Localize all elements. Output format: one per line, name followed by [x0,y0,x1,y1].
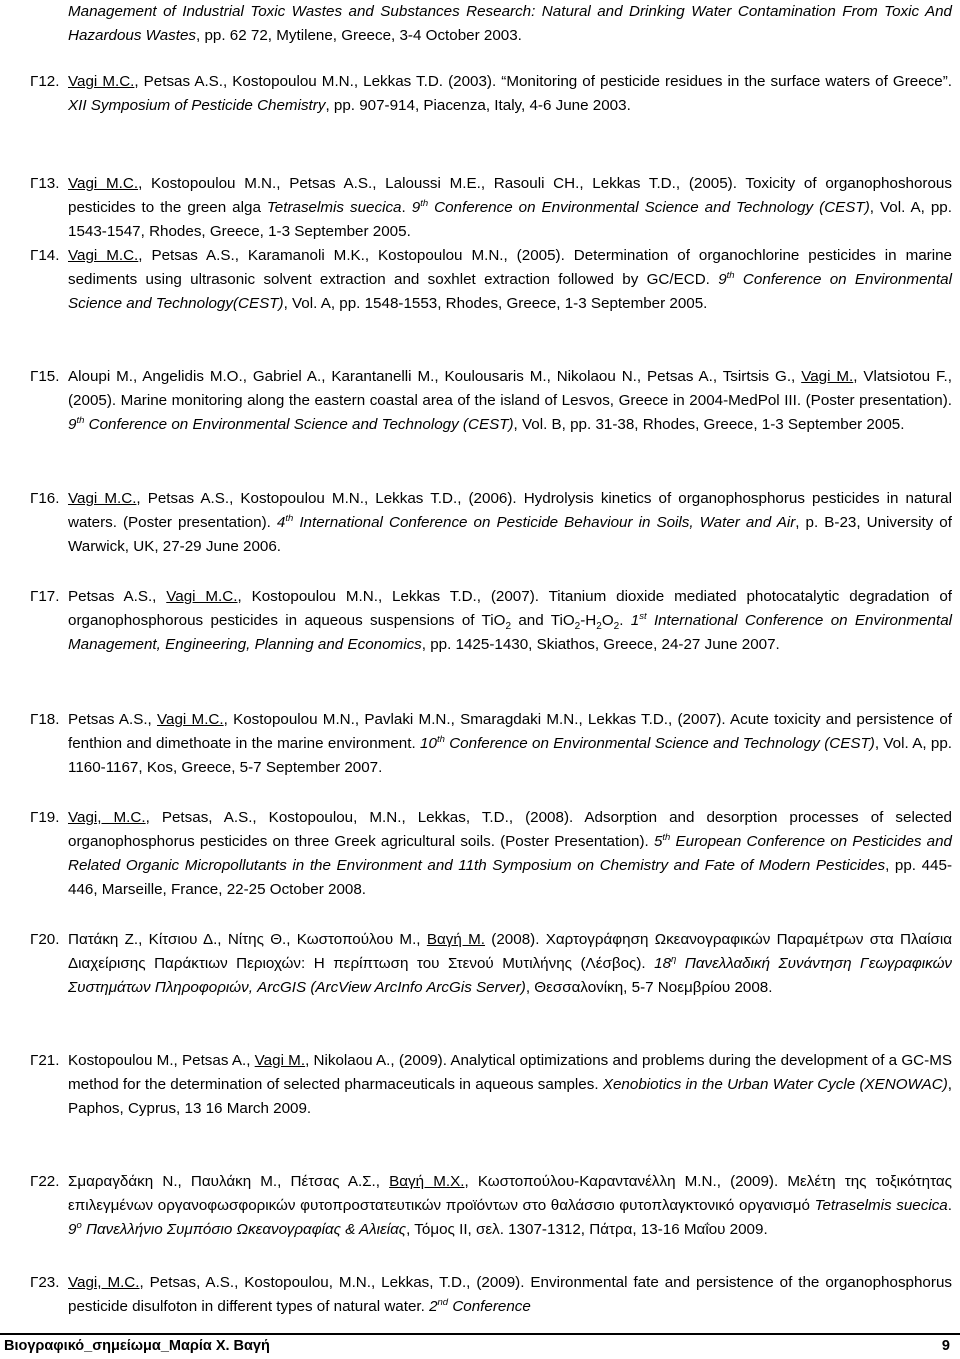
italic-text: 9 [411,199,421,216]
reference-number: Γ22. [30,1173,60,1190]
italic-text: Conference [448,1298,531,1315]
author-highlight: Vagi, M.C. [68,1274,140,1291]
text-run: and TiO [511,612,575,629]
text-run: , Petsas A.S., Kostopoulou M.N., Lekkas T.D., (2006). Hydrolysis kinetics of organophosphorus pesticides in natural waters. (Poster presentation). [68,490,952,531]
reference-text [68,585,952,657]
text-run: , Kostopoulou M.N., Petsas A.S., Laloussi M.E., Rasouli CH., Lekkas T.D., (2005). Toxicity of organophoshorous pesticides to the green alga [68,175,952,216]
italic-text: Tetraselmis suecica [266,199,402,216]
text-run: , Κωστοπούλου-Καραντανέλλη Μ.Ν., (2009). Μελέτη της τοξικότητας επιλεγμένων οργανοφωσφορικών φυτοπροστατευτικών προϊόντων στο θαλάσσιο φυτοπλαγκτονικό οργανισμό [68,1173,952,1214]
reference-text [68,172,952,244]
text-run: , Kostopoulou M.N., Lekkas T.D., (2007). Titanium dioxide mediated photocatalytic degradation of organophosphorous pesticides in aqueous suspensions of TiO [68,588,952,629]
reference-number: Γ23. [30,1274,60,1291]
author-highlight: Vagi M.C. [68,175,139,192]
italic-text: Πανελλαδική Συνάντηση Γεωγραφικών Συστημάτων Πληροφοριών, ArcGIS (ArcView ArcInfo ArcGis Server) [68,955,952,996]
italic-text: Xenobiotics in the Urban Water Cycle (XENOWAC) [602,1076,948,1093]
italic-text: 5 [653,833,663,850]
author-highlight: Vagi M. [801,368,854,385]
text-run: . [947,1197,952,1214]
reference-number: Γ20. [30,931,60,948]
page-number: 9 [941,1338,950,1354]
reference-entry [30,806,952,902]
text-run: , Vol. A, pp. 1543-1547, Rhodes, Greece, 1-3 September 2005. [68,199,952,240]
author-highlight: Βαγή Μ.Χ. [389,1173,465,1190]
text-run: , Nikolaou A., (2009). Analytical optimizations and problems during the development of a GC-MS method for the determination of selected pharmaceuticals in aqueous samples. [68,1052,952,1093]
text-run: Petsas A.S., [68,588,167,605]
text-run: , Vol. A, pp. 1548-1553, Rhodes, Greece, 1-3 September 2005. [283,295,708,312]
text-run: , Θεσσαλονίκη, 5-7 Νοεμβρίου 2008. [525,979,773,996]
reference-number: Γ21. [30,1052,60,1069]
author-highlight: Vagi M.C. [68,490,137,507]
reference-text [68,708,952,780]
reference-text [68,487,952,559]
reference-number: Γ15. [30,368,60,385]
text-run: , pp. 907-914, Piacenza, Italy, 4-6 June 2003. [325,97,631,114]
reference-text [68,244,952,316]
text-run: η [671,953,677,965]
text-run: th [726,269,735,281]
italic-text: Conference on Environmental Science and Technology (CEST) [428,199,870,216]
text-run: , Τόμος ΙΙ, σελ. 1307-1312, Πάτρα, 13-16 Μαΐου 2009. [406,1221,768,1238]
text-run: , Petsas, A.S., Kostopoulou, M.N., Lekkas, T.D., (2008). Adsorption and desorption processes of selected organophosphorus pesticides on three Greek agricultural soils. (Poster Presentation). [68,809,952,850]
author-highlight: Vagi, M.C. [68,809,146,826]
text-run: , Kostopoulou M.N., Pavlaki M.N., Smaragdaki M.N., Lekkas T.D., (2007). Acute toxicity and persistence of fenthion and dimethoate in the marine environment. [68,711,952,752]
author-highlight: Βαγή Μ. [426,931,485,948]
reference-text [68,365,952,437]
italic-text: Conference on Environmental Science and Technology(CEST) [68,271,952,312]
italic-text: 4 [276,514,286,531]
reference-entry [30,928,952,1000]
text-run: , Petsas A.S., Kostopoulou M.N., Lekkas T.D. (2003). “Monitoring of pesticide residues in the surface waters of Greece”. [134,73,952,90]
italic-text: Conference on Environmental Science and Technology (CEST) [444,735,875,752]
reference-number: Γ13. [30,175,60,192]
italic-text: European Conference on Pesticides and Related Organic Micropollutants in the Environment and 11th Symposium on Chemistry and Fate of Modern Pesticides [68,833,952,874]
text-run: th [420,197,429,209]
reference-number: Γ16. [30,490,60,507]
italic-text: 9 [718,271,727,288]
text-run: th [285,512,294,524]
author-highlight: Vagi M. [254,1052,306,1069]
text-run: ο [76,1219,82,1231]
author-highlight: Vagi M.C. [166,588,238,605]
author-highlight: Vagi M.C. [68,247,139,264]
text-run: , Vol. A, pp. 1160-1167, Kos, Greece, 5-7 September 2007. [68,735,953,776]
text-run: , Paphos, Cyprus, 13 16 March 2009. [68,1076,952,1117]
reference-text [68,806,952,902]
footer-document-name: Βιογραφικό_σημείωμα_Μαρία Χ. Βαγή [4,1338,270,1354]
author-highlight: Vagi M.C. [68,73,135,90]
reference-entry [30,708,952,780]
reference-number: Γ19. [30,809,60,826]
text-run: , Vol. B, pp. 31-38, Rhodes, Greece, 1-3 September 2005. [513,416,905,433]
text-run: , Petsas, A.S., Kostopoulou, M.N., Lekkas, T.D., (2009). Environmental fate and persistence of the organophosphorus pesticide disulfoton in different types of natural water. [68,1274,952,1315]
reference-number: Γ18. [30,711,60,728]
text-run: , p. B-23, University of Warwick, UK, 27-29 June 2006. [68,514,952,555]
italic-text: 9 [68,1221,77,1238]
reference-text [68,1170,952,1242]
reference-entry [30,1271,952,1319]
italic-text: Tetraselmis suecica [814,1197,948,1214]
text-run: 2 [505,621,512,633]
reference-entry [30,70,952,118]
text-run: (2008). Χαρτογράφηση Ωκεανογραφικών Παραμέτρων στα Πλαίσια Διαχείρισης Παράκτιων Περιοχών: Η περίπτωση του Στενού Μυτιλήνης (Λέσβος). [68,931,953,972]
text-run: , pp. 62 72, Mytilene, Greece, 3-4 October 2003. [196,27,522,44]
text-run: th [436,733,445,745]
italic-text: 9 [68,416,77,433]
text-run: th [76,414,85,426]
reference-number: Γ17. [30,588,60,605]
text-run: st [639,610,647,622]
text-run: , pp. 445-446, Marseille, France, 22-25 October 2008. [68,857,953,898]
italic-text: XII Symposium of Pesticide Chemistry [68,97,326,114]
italic-text: 1 [630,612,640,629]
text-run: Kostopoulou M., Petsas A., [68,1052,255,1069]
reference-entry [30,365,952,437]
reference-text [68,70,952,118]
reference-number: Γ14. [30,247,60,264]
text-run: , Petsas A.S., Karamanoli M.K., Kostopoulou M.N., (2005). Determination of organochlorine pesticides in marine sediments using ultrasonic solvent extraction and soxhlet extraction followed by GC/ECD. [68,247,952,288]
text-run: Σμαραγδάκη Ν., Παυλάκη Μ., Πέτσας Α.Σ., [68,1173,390,1190]
text-run: O [601,612,614,629]
author-highlight: Vagi M.C. [157,711,224,728]
reference-entry [30,585,952,657]
text-run: . [401,199,412,216]
text-run: Aloupi M., Angelidis M.O., Gabriel A., Karantanelli M., Koulousaris M., Nikolaou N., Petsas A., Tsirtsis G., [68,368,802,385]
italic-text: 10 [420,735,437,752]
entry-continuation [68,0,952,48]
italic-text: Management of Industrial Toxic Wastes and Substances Research: Natural and Drinking Water Contamination From Toxic And Hazardous Wastes [68,3,952,44]
text-run: , pp. 1425-1430, Skiathos, Greece, 24-27 June 2007. [421,636,780,653]
reference-entry [30,1170,952,1242]
italic-text: International Conference on Pesticide Behaviour in Soils, Water and Air [293,514,796,531]
text-run: Πατάκη Ζ., Κίτσιου Δ., Νίτης Θ., Κωστοπούλου Μ., [68,931,427,948]
reference-entry [30,244,952,316]
text-run: nd [437,1296,449,1308]
text-run: 2 [596,621,602,633]
italic-text: International Conference on Environmental Management, Engineering, Planning and Economics [68,612,953,653]
reference-number: Γ12. [30,73,60,90]
reference-text [68,1049,952,1121]
reference-entry [30,1049,952,1121]
text-run: Petsas A.S., [68,711,158,728]
footer-divider [0,1333,960,1335]
italic-text: 2 [429,1298,438,1315]
reference-text [68,928,952,1000]
reference-text [68,1271,952,1319]
text-run: 2 [613,621,620,633]
italic-text: Πανελλήνιο Συμπόσιο Ωκεανογραφίας & Αλιείας [81,1221,407,1238]
italic-text: 18 [654,955,672,972]
text-run: th [662,831,671,843]
text-run: -H [580,612,597,629]
reference-entry [30,487,952,559]
reference-entry [30,172,952,244]
text-run: , Vlatsiotou F., (2005). Marine monitoring along the eastern coastal area of the island of Lesvos, Greece in 2004-MedPol III. (Poster presentation). [68,368,952,409]
text-run: 2 [574,621,581,633]
italic-text: Conference on Environmental Science and Technology (CEST) [84,416,514,433]
text-run: . [619,612,631,629]
